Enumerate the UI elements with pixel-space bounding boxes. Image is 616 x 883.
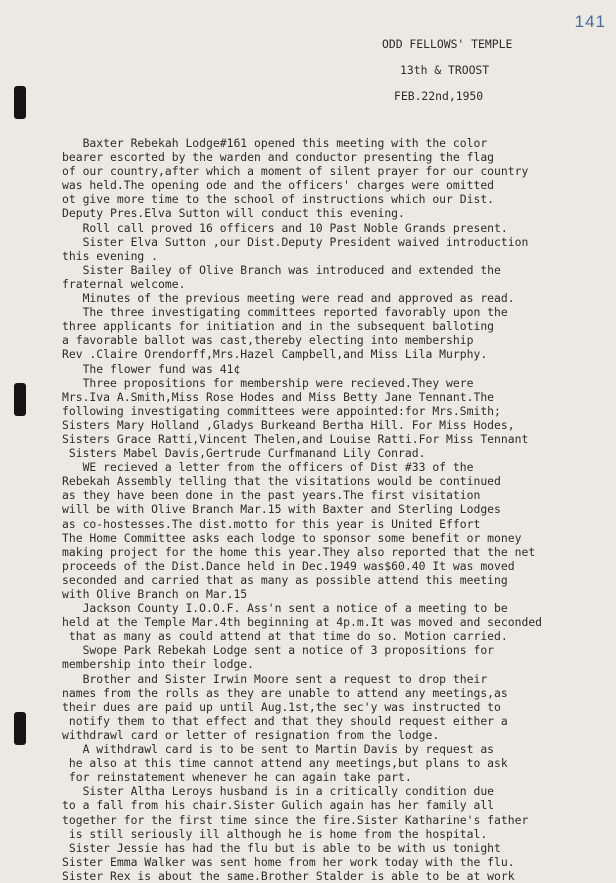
body-line: as co-hostesses.The dist.motto for this year is United Effort: [62, 516, 481, 531]
body-line: he also at this time cannot attend any meetings,but plans to ask: [62, 756, 508, 771]
body-line: Sister Elva Sutton ,our Dist.Deputy President waived introduction: [62, 234, 529, 249]
body-line: Rebekah Assembly telling that the visitations would be continued: [62, 474, 501, 489]
body-line: together for the first time since the fire.Sister Katharine's father: [62, 812, 529, 827]
binder-hole-bottom: [14, 712, 26, 745]
body-line: Sister Emma Walker was sent home from her work today with the flu.: [62, 854, 515, 869]
body-line: notify them to that effect and that they should request either a: [62, 713, 508, 728]
body-line: Swope Park Rebekah Lodge sent a notice of 3 propositions for: [62, 643, 495, 658]
body-line: is still seriously ill although he is home from the hospital.: [62, 826, 488, 841]
body-line: withdrawl card or letter of resignation from the lodge.: [62, 727, 440, 742]
body-line: Sisters Mary Holland ,Gladys Burkeand Bertha Hill. For Miss Hodes,: [62, 417, 515, 432]
body-line: Rev .Claire Orendorff,Mrs.Hazel Campbell,and Miss Lila Murphy.: [62, 347, 488, 362]
binder-hole-top: [14, 86, 26, 119]
body-line: Jackson County I.O.O.F. Ass'n sent a notice of a meeting to be: [62, 601, 508, 616]
body-line: with Olive Branch on Mar.15: [62, 587, 248, 601]
body-line: seconded and carried that as many as possible attend this meeting: [62, 572, 508, 587]
body-line: Sister Altha Leroys husband is in a critically condition due: [62, 784, 495, 799]
body-line: Deputy Pres.Elva Sutton will conduct this evening.: [62, 206, 405, 221]
body-line: their dues are paid up until Aug.1st,the sec'y was instructed to: [62, 699, 501, 714]
body-line: Sister Rex is about the same.Brother Stalder is able to be at work: [62, 868, 515, 883]
body-line: Sisters Mabel Davis,Gertrude Curfmanand Lily Conrad.: [62, 446, 426, 461]
body-line: that as many as could attend at that time do so. Motion carried.: [62, 629, 508, 644]
body-line: as they have been done in the past years.The first visitation: [62, 488, 481, 503]
body-line: three applicants for initiation and in the subsequent balloting: [62, 319, 495, 334]
body-line: The Home Committee asks each lodge to sponsor some benefit or money: [62, 530, 522, 545]
body-line: A withdrawl card is to be sent to Martin Davis by request as: [62, 742, 495, 757]
body-line: The flower fund was 41¢: [62, 361, 241, 376]
body-line: names from the rolls as they are unable to attend any meetings,as: [62, 685, 508, 700]
page-number: 141: [574, 12, 606, 31]
body-line: for reinstatement whenever he can again take part.: [62, 770, 412, 785]
body-line: Minutes of the previous meeting were read and approved as read.: [62, 291, 515, 306]
body-line: Three propositions for membership were recieved.They were: [62, 375, 474, 390]
body-line: fraternal welcome.: [62, 276, 186, 291]
body-line: Baxter Rebekah Lodge#161 opened this meeting with the color: [62, 136, 488, 150]
body-line: Sisters Grace Ratti,Vincent Thelen,and Louise Ratti.For Miss Tennant: [62, 431, 529, 446]
body-line: proceeds of the Dist.Dance held in Dec.1949 was$60.40 It was moved: [62, 558, 515, 573]
header-address: 13th & TROOST: [400, 63, 490, 77]
body-line: of our country,after which a moment of silent prayer for our country: [62, 164, 529, 179]
body-line: making project for the home this year.They also reported that the net: [62, 544, 536, 559]
body-line: Brother and Sister Irwin Moore sent a request to drop their: [62, 671, 488, 686]
header-date: FEB.22nd,1950: [394, 89, 484, 103]
body-line: WE recieved a letter from the officers of Dist #33 of the: [62, 460, 474, 475]
body-line: Roll call proved 16 officers and 10 Past Noble Grands present.: [62, 220, 508, 235]
body-line: membership into their lodge.: [62, 657, 255, 672]
body-line: ot give more time to the school of instructions which our Dist.: [62, 192, 495, 207]
body-line: bearer escorted by the warden and conductor presenting the flag: [62, 150, 495, 165]
body-line: The three investigating committees reported favorably upon the: [62, 305, 508, 320]
body-line: Mrs.Iva A.Smith,Miss Rose Hodes and Miss Betty Jane Tennant.The: [62, 389, 495, 404]
minutes-body: [62, 136, 562, 883]
body-line: was held.The opening ode and the officers' charges were omitted: [62, 178, 495, 193]
header-venue: ODD FELLOWS' TEMPLE: [382, 37, 513, 51]
body-line: Sister Bailey of Olive Branch was introduced and extended the: [62, 262, 501, 277]
body-line: held at the Temple Mar.4th beginning at 4p.m.It was moved and seconded: [62, 615, 543, 630]
body-line: this evening .: [62, 248, 159, 263]
binder-hole-middle: [14, 383, 26, 416]
body-line: Sister Jessie has had the flu but is able to be with us tonight: [62, 840, 501, 855]
body-line: will be with Olive Branch Mar.15 with Baxter and Sterling Lodges: [62, 502, 501, 517]
body-line: following investigating committees were appointed:for Mrs.Smith;: [62, 403, 501, 418]
body-line: a favorable ballot was cast,thereby electing into membership: [62, 333, 474, 348]
body-line: to a fall from his chair.Sister Gulich again has her family all: [62, 798, 495, 813]
